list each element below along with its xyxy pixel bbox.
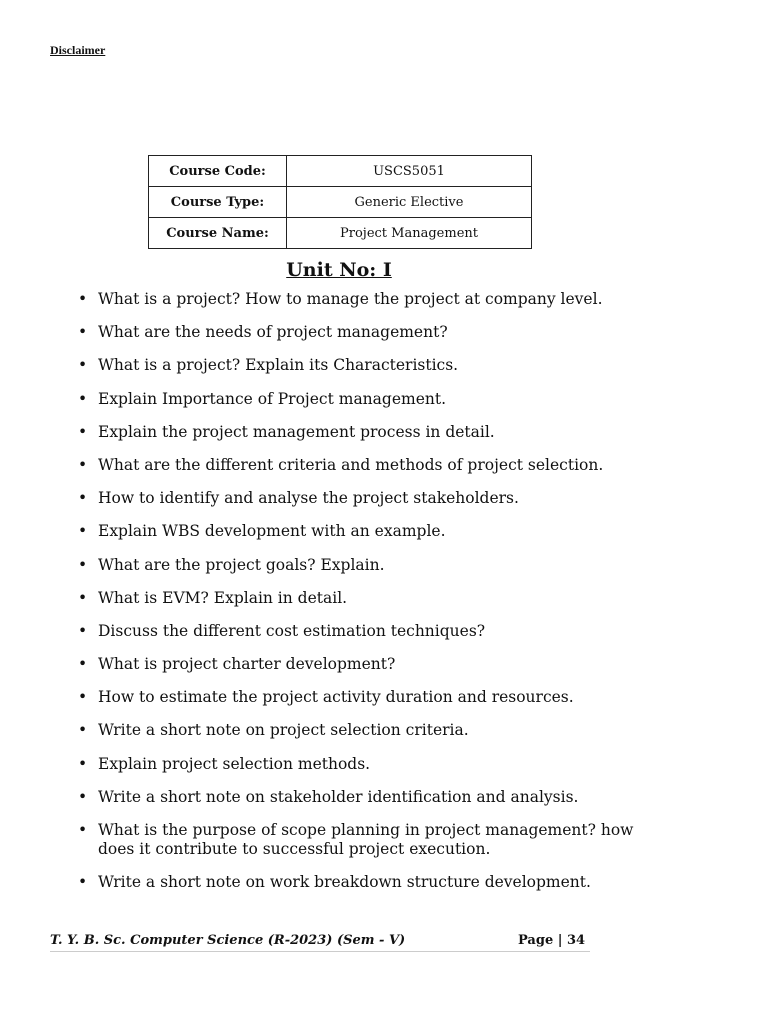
course-type-label: Course Type:: [149, 187, 287, 218]
footer-divider: [50, 951, 590, 952]
course-info-table: [148, 155, 532, 249]
course-type-value: Generic Elective: [287, 187, 532, 218]
course-code-row: [149, 156, 532, 187]
question-item: • What are the needs of project management?: [78, 323, 638, 342]
question-item: • What is EVM? Explain in detail.: [78, 589, 638, 608]
question-item: • Explain the project management process in detail.: [78, 423, 638, 442]
footer-course-info: T. Y. B. Sc. Computer Science (R-2023) (Sem - V): [50, 933, 406, 948]
question-item: • Write a short note on project selection criteria.: [78, 721, 638, 740]
course-code-value: USCS5051: [287, 156, 532, 187]
page-number: Page | 34: [518, 933, 586, 948]
question-item: • Discuss the different cost estimation techniques?: [78, 622, 638, 641]
question-item: • How to identify and analyse the project stakeholders.: [78, 489, 638, 508]
question-item: • Write a short note on stakeholder identification and analysis.: [78, 788, 638, 807]
course-code-label: Course Code:: [149, 156, 287, 187]
question-item: • How to estimate the project activity duration and resources.: [78, 688, 638, 707]
question-item: • What are the project goals? Explain.: [78, 556, 638, 575]
question-list: [78, 290, 638, 906]
question-item: • What is a project? How to manage the project at company level.: [78, 290, 638, 309]
course-type-row: [149, 187, 532, 218]
course-name-row: [149, 218, 532, 249]
question-item: • Write a short note on work breakdown structure development.: [78, 873, 638, 892]
unit-title: Unit No: I: [286, 259, 392, 281]
question-item: • What is a project? Explain its Characteristics.: [78, 356, 638, 375]
question-item: • What are the different criteria and methods of project selection.: [78, 456, 638, 475]
course-name-label: Course Name:: [149, 218, 287, 249]
question-item: • Explain WBS development with an example.: [78, 522, 638, 541]
question-item: • What is project charter development?: [78, 655, 638, 674]
question-item: • Explain project selection methods.: [78, 755, 638, 774]
question-item: • Explain Importance of Project management.: [78, 390, 638, 409]
disclaimer-heading: Disclaimer: [50, 43, 106, 57]
question-item: • What is the purpose of scope planning in project management? how does it contribute to successful project execution.: [78, 821, 638, 859]
course-name-value: Project Management: [287, 218, 532, 249]
